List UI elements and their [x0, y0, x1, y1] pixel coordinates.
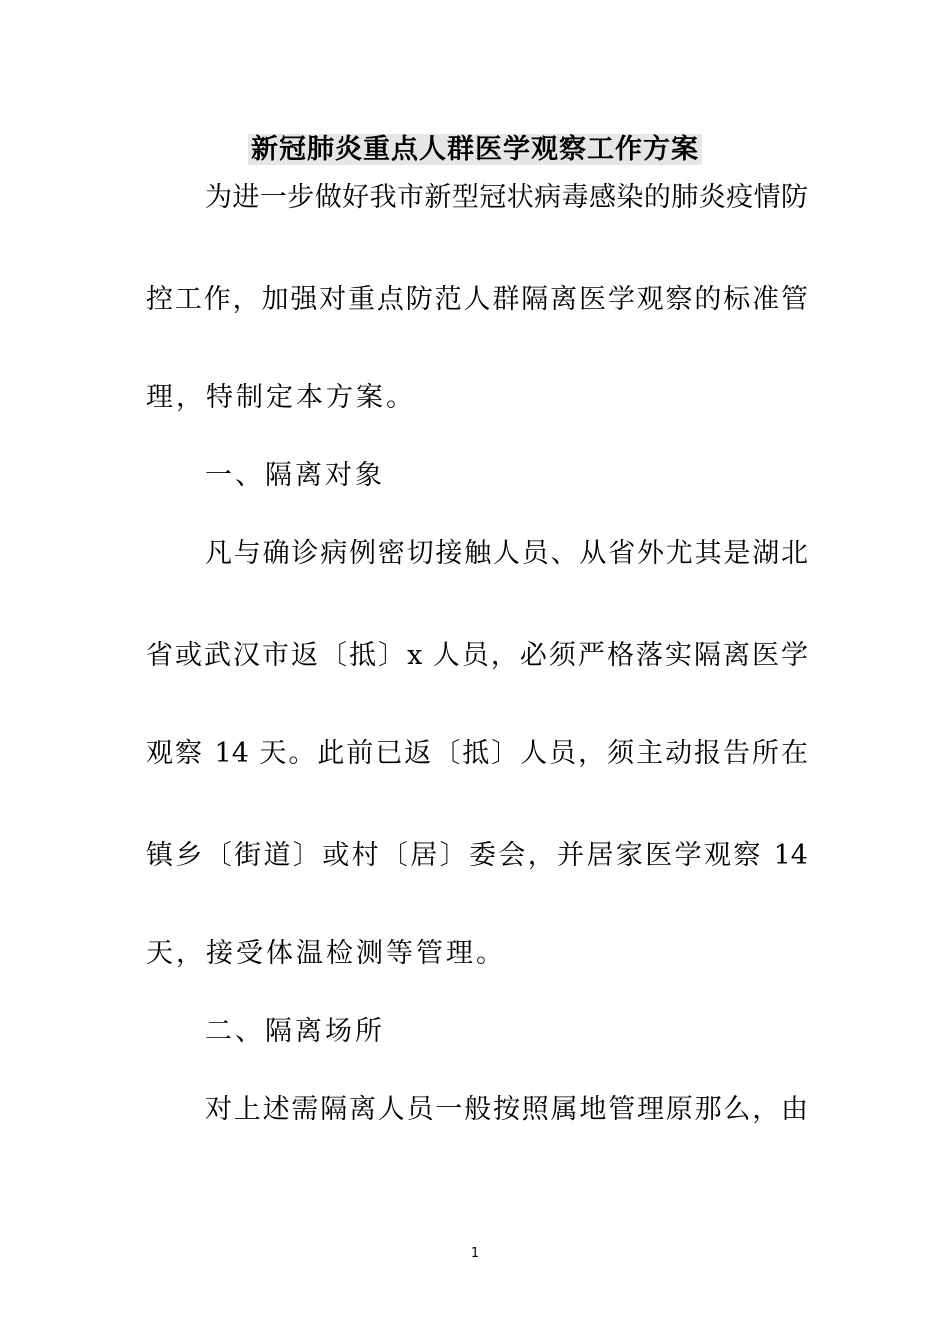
document-title-text: 新冠肺炎重点人群医学观察工作方案	[248, 134, 702, 165]
paragraph-2-line-1: 凡与确诊病例密切接触人员、从省外尤其是湖北	[205, 538, 808, 569]
document-title	[0, 128, 950, 172]
paragraph-3-line-1: 对上述需隔离人员一般按照属地管理原那么，由	[205, 1094, 808, 1125]
paragraph-1-line-1: 为进一步做好我市新型冠状病毒感染的肺炎疫情防	[205, 182, 808, 213]
paragraph-2-line-2: 省或武汉市返〔抵〕x 人员，必须严格落实隔离医学	[146, 640, 808, 671]
section-heading-1: 一、隔离对象	[205, 460, 385, 491]
paragraph-2-line-3: 观察 14 天。此前已返〔抵〕人员，须主动报告所在	[146, 738, 808, 769]
paragraph-2-line-4: 镇乡〔街道〕或村〔居〕委会，并居家医学观察 14	[146, 840, 808, 871]
page-number: 1	[470, 1246, 480, 1261]
section-heading-2: 二、隔离场所	[205, 1016, 385, 1047]
paragraph-2-line-5: 天，接受体温检测等管理。	[146, 938, 506, 969]
paragraph-1-line-3: 理，特制定本方案。	[146, 382, 416, 413]
paragraph-1-line-2: 控工作，加强对重点防范人群隔离医学观察的标准管	[146, 284, 808, 315]
